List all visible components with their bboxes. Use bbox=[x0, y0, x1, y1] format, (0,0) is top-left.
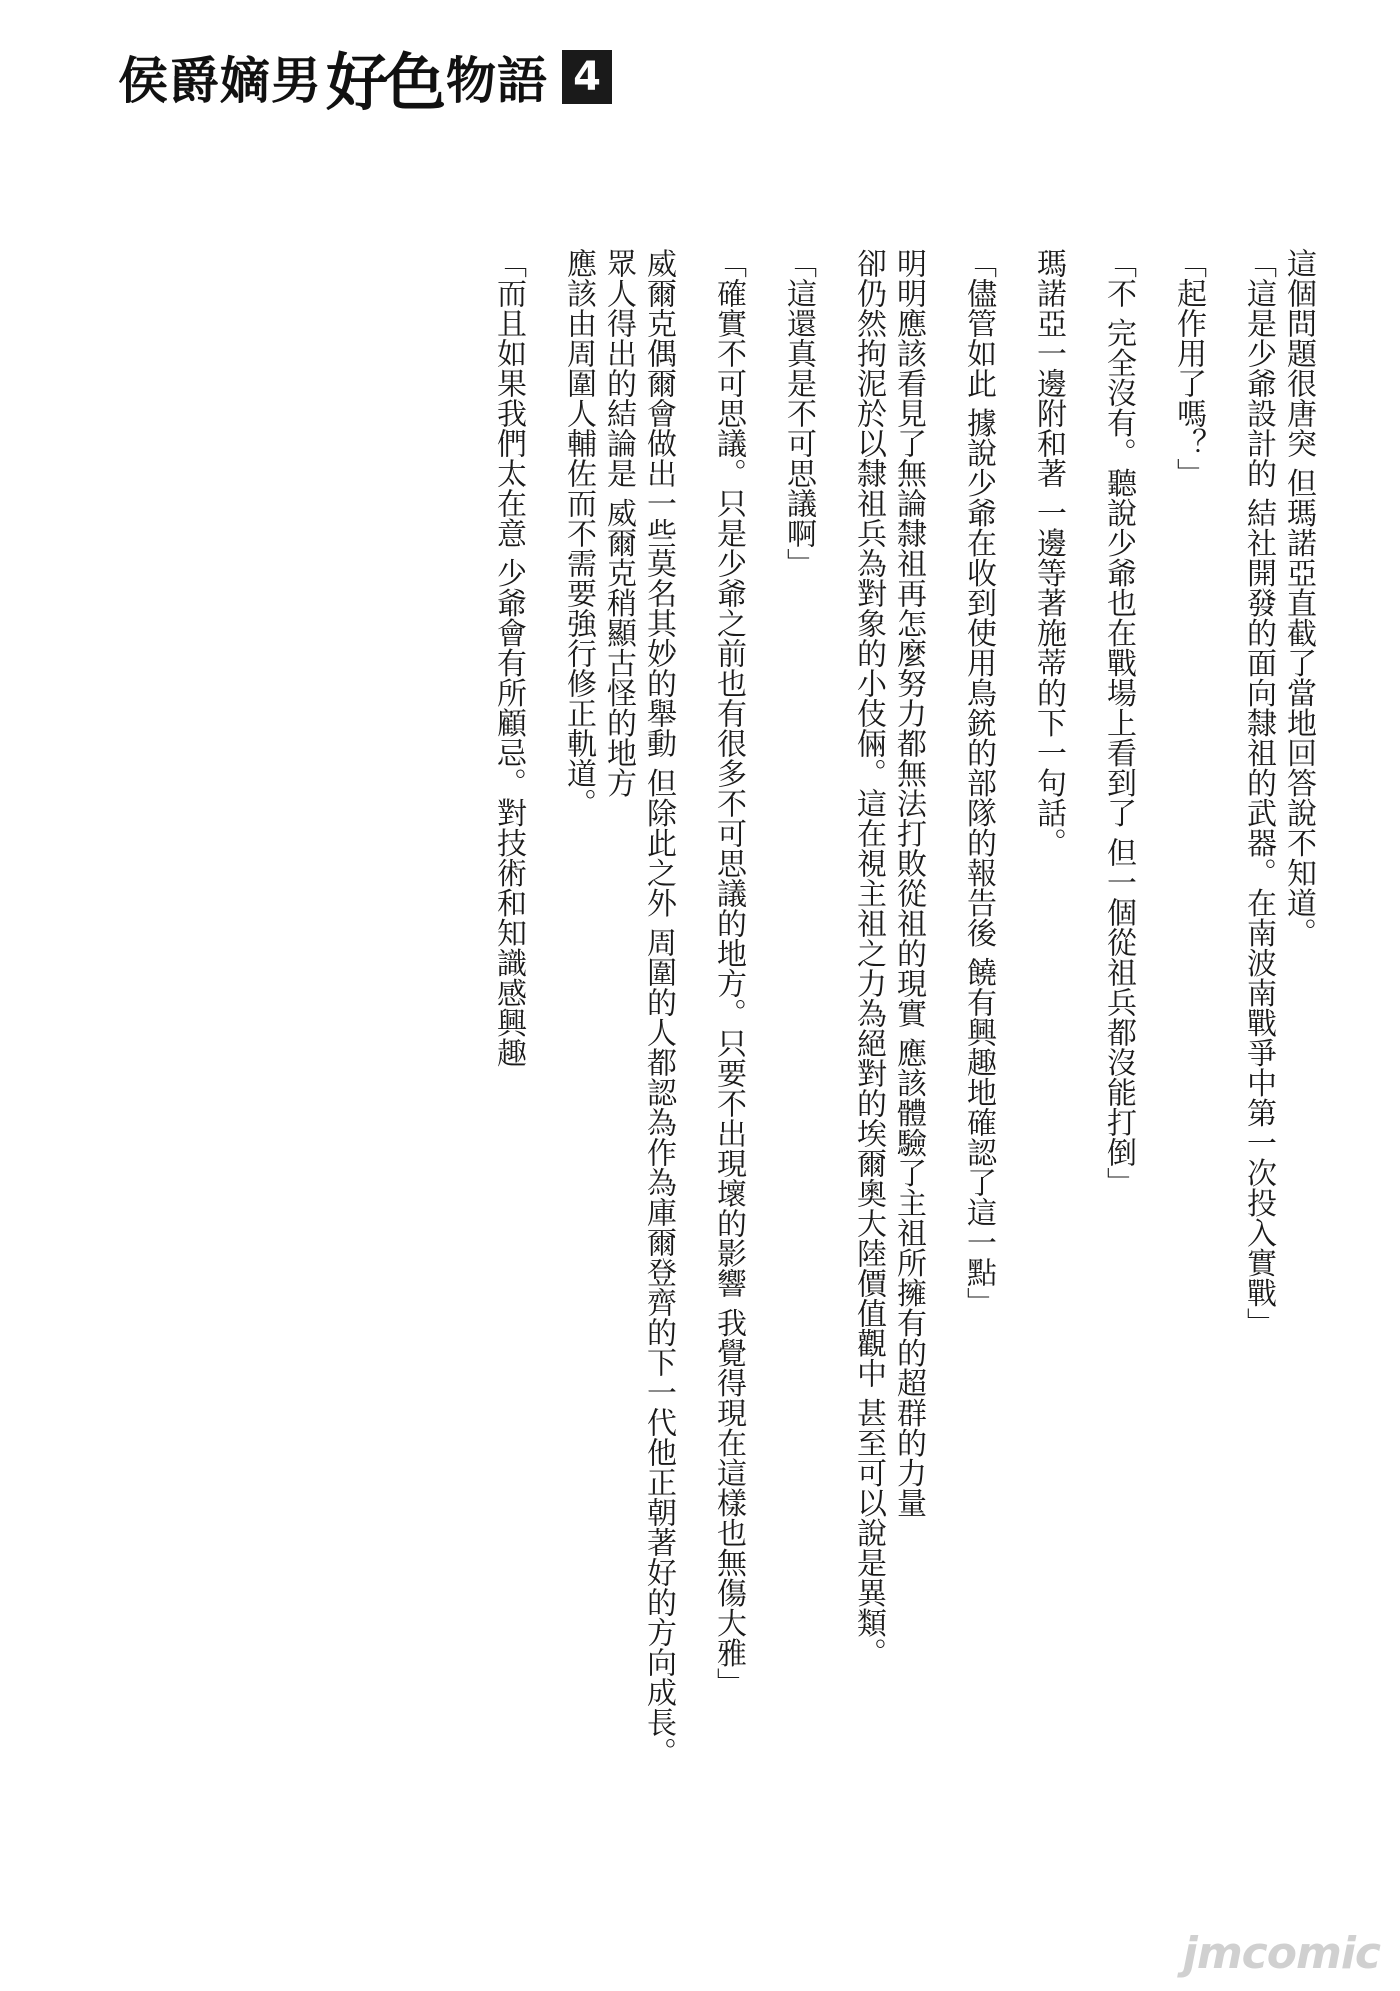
volume-badge: 4 bbox=[562, 50, 612, 104]
paragraph: 「儘管如此 據說少爺在收到使用鳥銃的部隊的報告後 饒有興趣地確認了這一點」 bbox=[961, 248, 996, 1318]
title-accent: 好色 bbox=[326, 45, 443, 119]
paragraph: 「這還真是不可思議啊」 bbox=[781, 248, 816, 578]
paragraph: 「確實不可思議。只是少爺之前也有很多不可思議的地方。只要不出現壞的影響 我覺得現在這樣也無傷大雅」 bbox=[711, 248, 746, 1698]
vertical-text-body bbox=[458, 248, 1318, 1888]
watermark: jmcomic bbox=[1182, 1928, 1380, 1979]
paragraph: 「起作用了嗎？」 bbox=[1171, 248, 1206, 488]
paragraph: 「不 完全沒有。聽說少爺也在戰場上看到了 但一個從祖兵都沒能打倒」 bbox=[1101, 248, 1136, 1198]
title-suffix: 物語 bbox=[446, 51, 549, 110]
paragraph: 這個問題很唐突 但瑪諾亞直截了當地回答說不知道。 bbox=[1281, 248, 1316, 948]
paragraph: 瑪諾亞一邊附和著 一邊等著施蒂的下一句話。 bbox=[1031, 248, 1066, 858]
paragraph: 「這是少爺設計的 結社開發的面向隸祖的武器。在南波南戰爭中第一次投入實戰」 bbox=[1241, 248, 1276, 1338]
paragraph: 威爾克偶爾會做出一些莫名其妙的舉動 但除此之外 周圍的人都認為作為庫爾登齊的下一代他正朝著好的方向成長。 眾人得出的結論是 威爾克稍顯古怪的地方 應該由周圍人輔佐而不需要強行修正軌道。 bbox=[561, 248, 676, 1768]
paragraph: 明明應該看見了無論隸祖再怎麼努力都無法打敗從祖的現實 應該體驗了主祖所擁有的超群的力量 卻仍然拘泥於以隸祖兵為對象的小伎倆。這在視主祖之力為絕對的埃爾奧大陸價值觀中 甚至可以說是異類。 bbox=[851, 248, 926, 1668]
title-prefix: 侯爵嫡男 bbox=[118, 51, 322, 110]
paragraph: 「而且如果我們太在意 少爺會有所顧忌。對技術和知識感興趣 bbox=[491, 248, 526, 1068]
page-header bbox=[118, 42, 612, 119]
